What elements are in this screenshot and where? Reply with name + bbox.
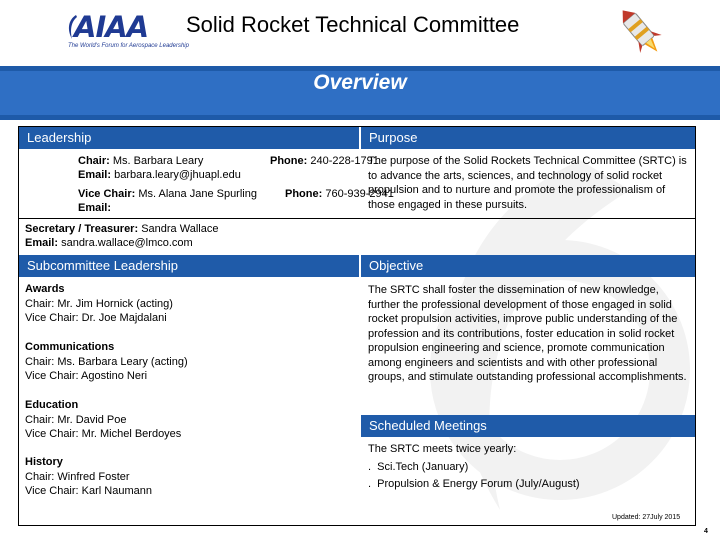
subcommittee-chair: Chair: Ms. Barbara Leary (acting) (25, 355, 188, 368)
subcommittee-header (19, 255, 359, 277)
meetings-header (361, 415, 695, 437)
subcommittee-name: History (25, 456, 63, 468)
chair-phone-line (270, 154, 379, 169)
meeting-item (368, 460, 468, 475)
subcommittee-vice-chair: Vice Chair: Mr. Michel Berdoyes (25, 428, 182, 440)
chair-phone-label: Phone: (270, 155, 308, 167)
subcommittee-vice-chair: Vice Chair: Dr. Joe Majdalani (25, 312, 167, 324)
vice-chair-email-line (78, 201, 111, 216)
purpose-header (361, 127, 695, 149)
secretary-label: Secretary / Treasurer: (25, 223, 139, 235)
subcommittee-communications (25, 340, 188, 384)
rocket-icon (612, 4, 668, 58)
subcommittee-vice-chair: Vice Chair: Agostino Neri (25, 370, 148, 382)
subcommittee-chair: Chair: Mr. David Poe (25, 413, 127, 426)
meeting-item (368, 477, 580, 492)
bullet: . (368, 478, 378, 490)
vice-chair-phone: 760-939-2941 (325, 188, 394, 200)
logo-text: AIAA (74, 10, 149, 44)
subcommittee-awards (25, 282, 173, 326)
subcommittee-chair: Chair: Mr. Jim Hornick (acting) (25, 297, 173, 310)
meeting-item-label: Sci.Tech (January) (377, 461, 469, 473)
divider (19, 218, 695, 219)
subcommittee-heading: Subcommittee Leadership (27, 258, 179, 273)
vice-chair-label: Vice Chair: (78, 188, 136, 200)
purpose-text: The purpose of the Solid Rockets Technical Committee (SRTC) is to advance the arts, sciences, and technology of solid rocket propulsion and to nurture and promote the professionalism of those engaged in these pursuits. (368, 155, 687, 211)
secretary-line (25, 222, 218, 237)
section-title: Overview (313, 71, 407, 94)
purpose-heading: Purpose (369, 130, 418, 145)
subcommittee-chair: Chair: Winfred Foster (25, 470, 130, 483)
page-title: Solid Rocket Technical Committee (186, 12, 520, 37)
updated-date: Updated: 27July 2015 (612, 514, 681, 521)
vice-chair-phone-label: Phone: (285, 188, 323, 200)
logo-tagline: The World's Forum for Aerospace Leadership (68, 43, 189, 49)
chair-email: barbara.leary@jhuapl.edu (114, 169, 241, 181)
subcommittee-vice-chair: Vice Chair: Karl Naumann (25, 485, 152, 497)
subcommittee-name: Communications (25, 341, 115, 353)
objective-heading: Objective (369, 258, 424, 273)
secretary-name: Sandra Wallace (141, 223, 219, 235)
subcommittee-history (25, 455, 152, 499)
leadership-header (19, 127, 359, 149)
chair-line (78, 154, 203, 169)
vice-chair-line (78, 187, 257, 202)
meeting-item-label: Propulsion & Energy Forum (July/August) (377, 478, 580, 490)
objective-text: The SRTC shall foster the dissemination of new knowledge, further the professional development of those engaged in solid rocket propulsion activities, improve public understanding of the profession and its contributions, foster education in solid rocket propulsion engineering and science, promote communication among engineers and scientists and with other professional groups, and stimulate outstanding professional accomplishments. (368, 284, 687, 383)
bullet: . (368, 461, 378, 473)
meetings-heading: Scheduled Meetings (369, 418, 487, 433)
page-number: 4 (704, 528, 708, 535)
secretary-email-line (25, 236, 193, 251)
chair-email-line (78, 168, 241, 183)
chair-phone: 240-228-1791 (310, 155, 379, 167)
chair-label: Chair: (78, 155, 110, 167)
aiaa-logo (66, 8, 189, 54)
leadership-heading: Leadership (27, 130, 92, 145)
subcommittee-name: Awards (25, 283, 65, 295)
subcommittee-name: Education (25, 399, 79, 411)
secretary-email-label: Email: (25, 237, 59, 249)
secretary-email: sandra.wallace@lmco.com (61, 237, 193, 249)
vice-chair-name: Ms. Alana Jane Spurling (138, 188, 257, 200)
chair-name: Ms. Barbara Leary (112, 155, 204, 167)
vice-chair-email-label: Email: (78, 202, 112, 214)
objective-header (361, 255, 695, 277)
subcommittee-education (25, 398, 181, 442)
chair-email-label: Email: (78, 169, 112, 181)
meetings-intro: The SRTC meets twice yearly: (368, 443, 517, 455)
